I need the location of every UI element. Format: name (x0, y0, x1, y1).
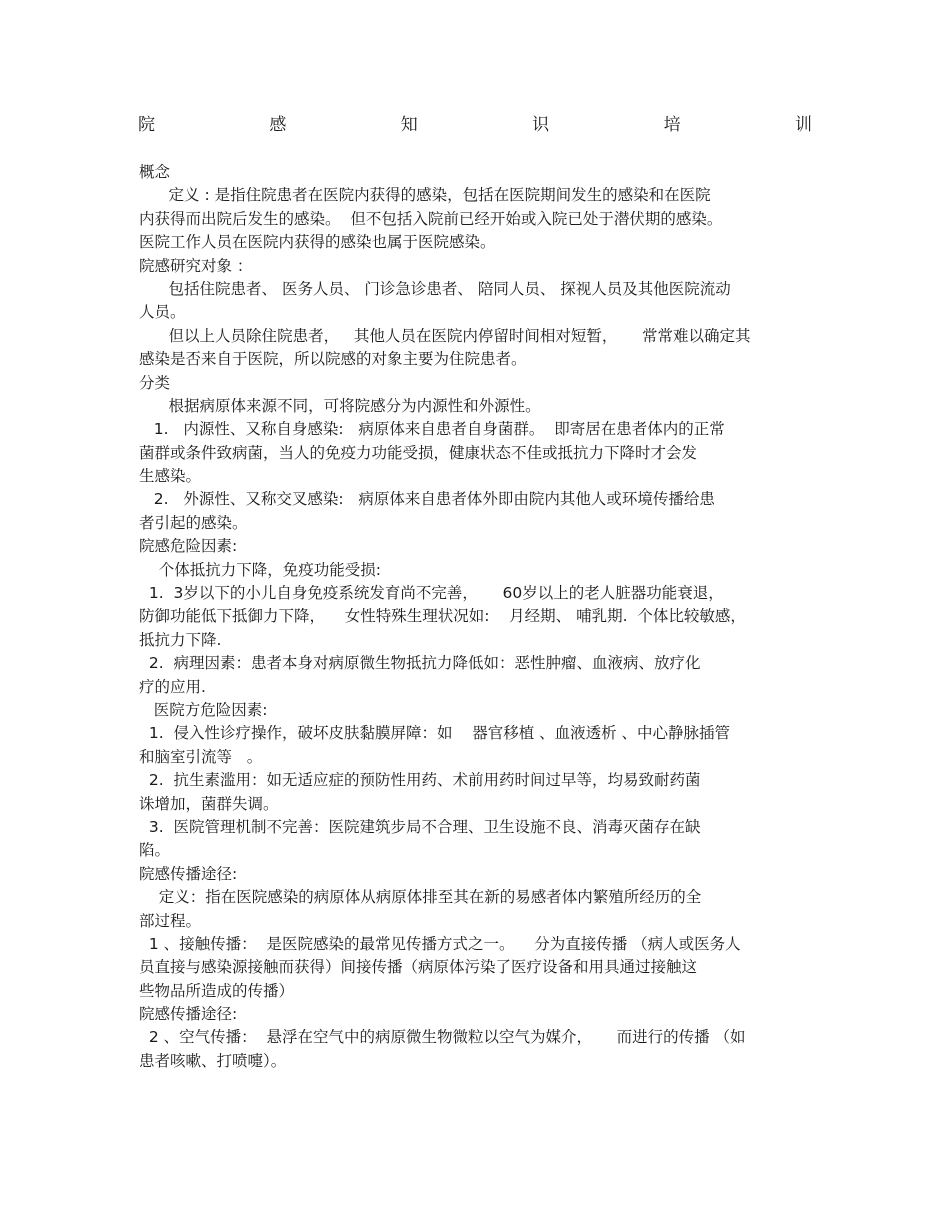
document-body (139, 161, 811, 1073)
text-line: 生感染。 (139, 467, 202, 486)
text-line: 2. 抗生素滥用：如无适应症的预防性用药、术前用药时间过早等，均易致耐药菌 (139, 771, 701, 790)
text-line: 1. 3岁以下的小儿自身免疫系统发育尚不完善， 60岁以上的老人脏器功能衰退， (139, 584, 724, 603)
text-line: 个体抵抗力下降，免疫功能受损: (139, 560, 381, 579)
text-line: 内获得而出院后发生的感染。 但不包括入院前已经开始或入院已处于潜伏期的感染。 (139, 209, 723, 228)
text-line: 疗的应用. (139, 677, 206, 696)
title-char: 知 (400, 115, 418, 135)
text-line: 2. 病理因素：患者本身对病原微生物抵抗力降低如：恶性肿瘤、血液病、放疗化 (139, 654, 701, 673)
text-line: 3. 医院管理机制不完善：医院建筑步局不合理、卫生设施不良、消毒灭菌存在缺 (139, 817, 701, 836)
document-title (138, 114, 812, 136)
text-line: 院感危险因素: (139, 537, 238, 556)
text-line: 概念 (139, 163, 171, 181)
text-line: 员直接与感染源接触而获得）间接传播（病原体污染了医疗设备和用具通过接触这 (139, 958, 698, 977)
text-line: 和脑室引流等 。 (139, 747, 263, 766)
text-line: 医院工作人员在医院内获得的感染也属于医院感染。 (139, 233, 496, 252)
text-line: 感染是否来自于医院，所以院感的对象主要为住院患者。 (139, 350, 527, 369)
title-char: 院 (138, 115, 155, 135)
text-line: 根据病原体来源不同，可将院感分为内源性和外源性。 (139, 396, 541, 415)
text-line: 诛增加，菌群失调。 (139, 794, 279, 813)
text-line: 医院方危险因素: (139, 700, 268, 719)
text-line: 防御功能低下抵御力下降， 女性特殊生理状况如: 月经期、 哺乳期. 个体比较敏感， (139, 607, 746, 626)
text-line: 院感传播途径: (139, 864, 238, 883)
text-line: 者引起的感染。 (139, 513, 248, 532)
title-char: 感 (269, 115, 287, 135)
text-line: 部过程。 (139, 911, 202, 930)
text-line: 2. 外源性、又称交叉感染: 病原体来自患者体外即由院内其他人或环境传播给患 (139, 490, 715, 509)
text-line: 人员。 (139, 303, 186, 322)
text-line: 包括住院患者、 医务人员、 门诊急诊患者、 陪同人员、 探视人员及其他医院流动 (139, 279, 731, 298)
text-line: 些物品所造成的传播） (139, 981, 295, 1000)
text-line: 院感传播途径: (139, 1005, 238, 1024)
title-char: 培 (663, 115, 681, 135)
text-line: 院感研究对象 ： (139, 256, 253, 275)
text-line: 菌群或条件致病菌，当人的免疫力功能受损，健康状态不佳或抵抗力下降时才会发 (139, 443, 698, 462)
text-line: 分类 (139, 373, 171, 392)
title-char: 训 (794, 115, 812, 135)
text-line: 患者咳嗽、打喷嚏）。 (139, 1051, 287, 1070)
text-line: 1. 内源性、又称自身感染: 病原体来自患者自身菌群。 即寄居在患者体内的正常 (139, 420, 725, 439)
text-line: 定义：指在医院感染的病原体从病原体排至其在新的易感者体内繁殖所经历的全 (139, 888, 702, 907)
title-char: 识 (532, 115, 550, 135)
text-line: 1 、接触传播： 是医院感染的最常见传播方式之一。 分为直接传播 （病人或医务人 (139, 934, 741, 953)
text-line: 但以上人员除住院患者， 其他人员在医院内停留时间相对短暂， 常常难以确定其 (139, 326, 751, 345)
text-line: 2 、空气传播： 悬浮在空气中的病原微生物微粒以空气为媒介， 而进行的传播 （如 (139, 1028, 746, 1047)
text-line: 定义 : 是指住院患者在医院内获得的感染，包括在医院期间发生的感染和在医院 (139, 186, 711, 205)
text-line: 陷。 (139, 841, 171, 860)
text-line: 抵抗力下降. (139, 630, 222, 649)
text-line: 1. 侵入性诊疗操作，破坏皮肤黏膜屏障：如 器官移植 、血液透析 、中心静脉插管 (139, 724, 731, 743)
